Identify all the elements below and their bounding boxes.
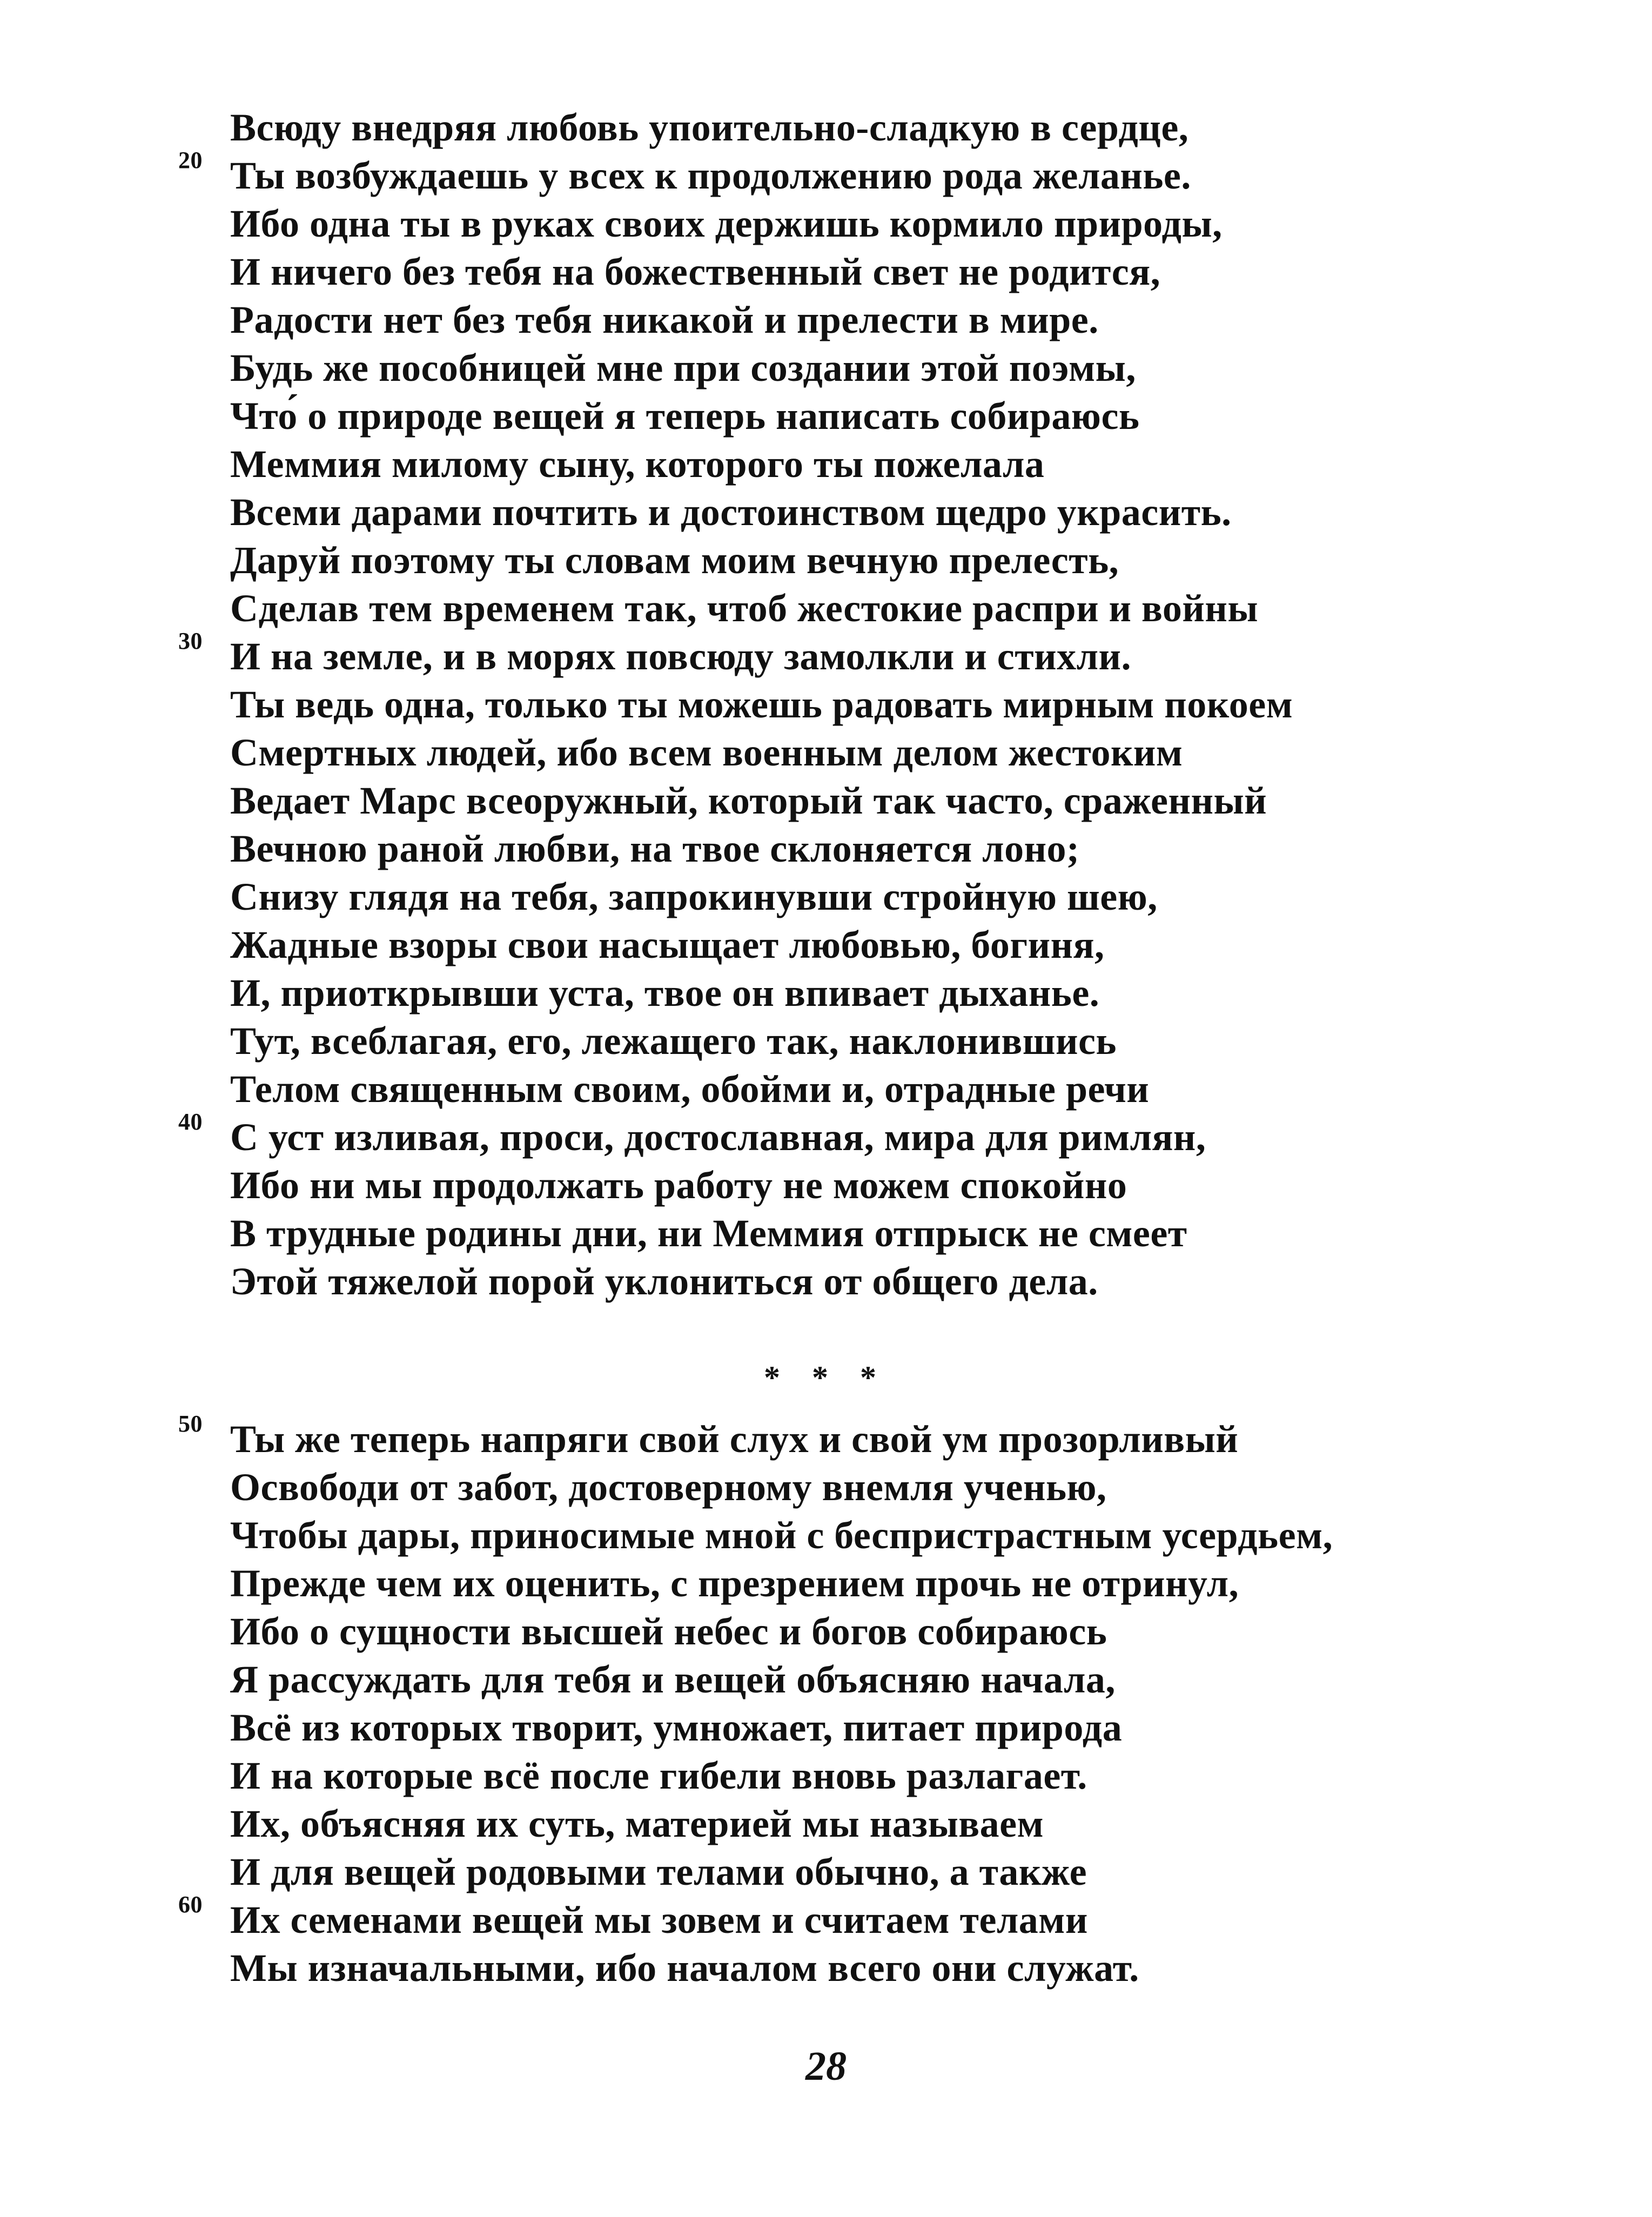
verse-line [178, 1891, 1507, 1944]
verse-text: И, приоткрывши уста, твое он впивает дыханье. [230, 971, 1100, 1015]
stanza-1 [178, 104, 1507, 1306]
verse-text: Тут, всеблагая, его, лежащего так, наклонившись [230, 1019, 1117, 1063]
verse-text: Ибо ни мы продолжать работу не можем спокойно [230, 1164, 1127, 1207]
page-number: 28 [805, 2044, 847, 2089]
line-number: 40 [178, 1108, 203, 1135]
verse-line [178, 104, 1507, 152]
verse-line [178, 1210, 1507, 1258]
verse-line [178, 1065, 1507, 1113]
line-number: 30 [178, 628, 203, 654]
verse-line [178, 344, 1507, 392]
verse-line [178, 628, 1507, 681]
verse-text: Ибо о сущности высшей небес и богов собираюсь [230, 1610, 1107, 1653]
verse-line [178, 969, 1507, 1017]
verse-line [178, 296, 1507, 344]
verse-text: Ибо одна ты в руках своих держишь кормило природы, [230, 202, 1223, 245]
verse-text: Их, объясняя их суть, материей мы называем [230, 1802, 1044, 1845]
section-separator: * * * [764, 1360, 888, 1395]
verse-text: Всё из которых творит, умножает, питает природа [230, 1706, 1123, 1749]
verse-text: Ты возбуждаешь у всех к продолжению рода желанье. [230, 154, 1191, 197]
verse-line [178, 392, 1507, 440]
verse-text: С уст изливая, проси, достославная, мира для римлян, [230, 1116, 1206, 1159]
verse-text: Ты же теперь напряги свой слух и свой ум прозорливый [230, 1417, 1239, 1461]
verse-line [178, 1704, 1507, 1752]
verse-text: Всюду внедряя любовь упоительно-сладкую в сердце, [230, 106, 1189, 149]
verse-line [178, 1848, 1507, 1896]
verse-line [178, 1608, 1507, 1656]
verse-text: Этой тяжелой порой уклониться от общего дела. [230, 1260, 1098, 1303]
verse-text: Телом священным своим, обойми и, отрадные речи [230, 1067, 1150, 1111]
verse-line [178, 536, 1507, 585]
verse-line [178, 681, 1507, 729]
verse-text: В трудные родины дни, ни Меммия отпрыск не смеет [230, 1212, 1187, 1255]
verse-line [178, 200, 1507, 248]
verse-line [178, 585, 1507, 633]
verse-text: Что́ о природе вещей я теперь написать собираюсь [230, 394, 1140, 438]
verse-line [178, 1800, 1507, 1848]
verse-text: Жадные взоры свои насыщает любовью, богиня, [230, 923, 1105, 966]
line-number: 20 [178, 147, 203, 173]
verse-text: Вечною раной любви, на твое склоняется лоно; [230, 827, 1080, 870]
verse-line [178, 248, 1507, 296]
verse-text: Их семенами вещей мы зовем и считаем телами [230, 1898, 1088, 1941]
verse-text: Освободи от забот, достоверному внемля ученью, [230, 1466, 1107, 1509]
verse-text: Меммия милому сыну, которого ты пожелала [230, 442, 1045, 486]
verse-line [178, 1944, 1507, 1992]
verse-line [178, 1656, 1507, 1704]
verse-text: Ты ведь одна, только ты можешь радовать мирным покоем [230, 683, 1293, 726]
verse-line [178, 1017, 1507, 1065]
verse-text: Будь же пособницей мне при создании этой поэмы, [230, 346, 1136, 389]
verse-text: Чтобы дары, приносимые мной с беспристрастным усердьем, [230, 1514, 1333, 1557]
line-number: 50 [178, 1410, 203, 1437]
verse-text: И на земле, и в морях повсюду замолкли и стихли. [230, 635, 1131, 678]
verse-line [178, 1108, 1507, 1161]
stanza-2 [178, 1410, 1507, 1992]
verse-line [178, 921, 1507, 969]
verse-line [178, 1258, 1507, 1306]
verse-line [178, 488, 1507, 536]
verse-text: Сделав тем временем так, чтоб жестокие распри и войны [230, 587, 1259, 630]
verse-text: Мы изначальными, ибо началом всего они служат. [230, 1946, 1139, 1990]
verse-line [178, 1511, 1507, 1560]
verse-line [178, 1463, 1507, 1511]
verse-line [178, 1410, 1507, 1463]
verse-line [178, 1560, 1507, 1608]
verse-line [178, 147, 1507, 200]
verse-text: И для вещей родовыми телами обычно, а также [230, 1850, 1087, 1893]
verse-text: И ничего без тебя на божественный свет не родится, [230, 250, 1161, 293]
verse-text: Даруй поэтому ты словам моим вечную прелесть, [230, 539, 1119, 582]
verse-line [178, 825, 1507, 873]
verse-text: Я рассуждать для тебя и вещей объясняю начала, [230, 1658, 1116, 1701]
verse-line [178, 873, 1507, 921]
verse-text: И на которые всё после гибели вновь разлагает. [230, 1754, 1087, 1797]
verse-line [178, 440, 1507, 488]
verse-line [178, 1161, 1507, 1210]
verse-line [178, 1752, 1507, 1800]
verse-text: Ведает Марс всеоружный, который так часто, сраженный [230, 779, 1267, 822]
verse-text: Снизу глядя на тебя, запрокинувши стройную шею, [230, 875, 1158, 918]
verse-text: Смертных людей, ибо всем военным делом жестоким [230, 731, 1183, 774]
verse-text: Всеми дарами почтить и достоинством щедро украсить. [230, 491, 1232, 534]
verse-text: Радости нет без тебя никакой и прелести в мире. [230, 298, 1099, 341]
line-number: 60 [178, 1891, 203, 1918]
verse-line [178, 777, 1507, 825]
verse-line [178, 729, 1507, 777]
verse-text: Прежде чем их оценить, с презрением прочь не отринул, [230, 1562, 1239, 1605]
